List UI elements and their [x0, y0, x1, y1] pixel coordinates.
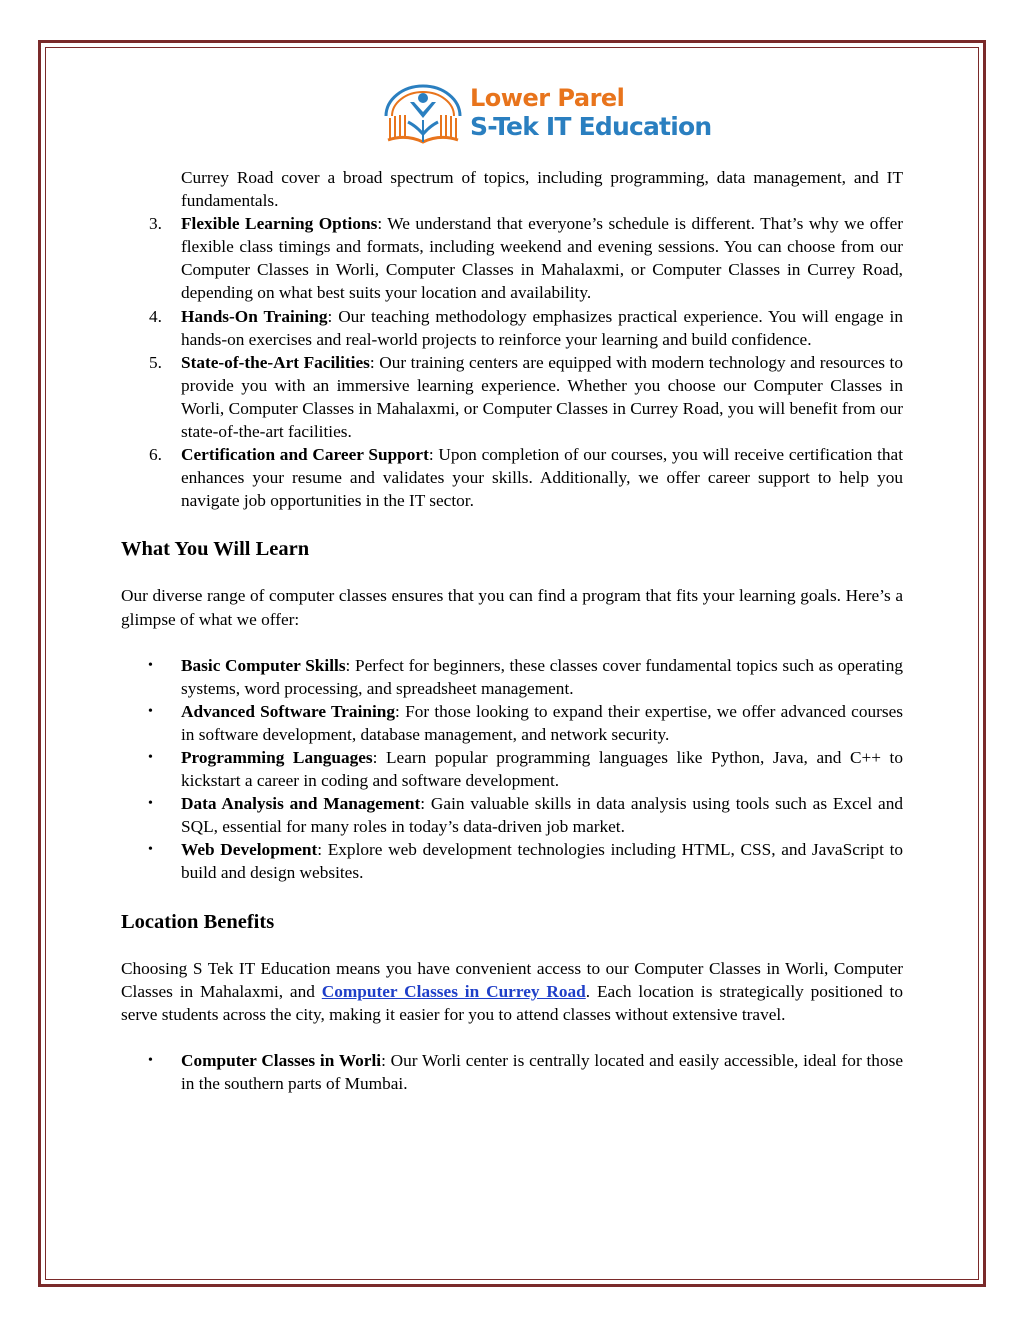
list-number: 3.	[149, 214, 162, 234]
bullet-icon: •	[148, 749, 153, 765]
bullet-title: Programming Languages	[181, 747, 373, 767]
bullet-title: Data Analysis and Management	[181, 794, 421, 814]
section-heading-learn: What You Will Learn	[121, 538, 310, 561]
list-item-text: : We understand that everyone’s schedule is different. That’s why we offer flexible class timings and formats, including weekend and evening sessions. You can choose from our Computer Classes in Worli, Computer Classes in Mahalaxmi, or Computer Classes in Currey Road, depending on what best suits your location and availability.	[181, 214, 903, 303]
location-intro-before: Choosing S Tek IT Education means you have convenient access to our Computer Classes in Worli, Computer Classes in Mahalaxmi, and	[121, 958, 903, 1001]
list-item-title: Certification and Career Support	[181, 445, 429, 465]
section-heading-location: Location Benefits	[121, 910, 275, 933]
list-number: 6.	[149, 445, 162, 465]
bullet-text: : Our Worli center is centrally located and easily accessible, ideal for those in the southern parts of Mumbai.	[181, 1050, 903, 1093]
location-intro-after: . Each location is strategically positioned to serve students across the city, making it easier for you to attend classes without extensive travel.	[121, 981, 903, 1024]
bullet-text: : Learn popular programming languages like Python, Java, and C++ to kickstart a career in coding and software development.	[181, 747, 903, 791]
list-item	[121, 351, 903, 443]
bullet-text: : Perfect for beginners, these classes cover fundamental topics such as operating systems, word processing, and spreadsheet management.	[181, 655, 903, 698]
bullet-title: Computer Classes in Worli	[181, 1050, 382, 1070]
logo-title-line1: Lower Parel	[470, 84, 625, 112]
list-item	[121, 305, 903, 351]
document-body	[121, 166, 903, 1095]
bullet-text: : Explore web development technologies including HTML, CSS, and JavaScript to build and design websites.	[181, 840, 904, 883]
book-person-logo-icon	[382, 82, 464, 146]
list-number: 5.	[149, 352, 162, 372]
location-intro	[121, 957, 903, 1026]
bullet-item	[121, 792, 903, 838]
bullet-item	[121, 838, 903, 884]
bullet-icon: •	[148, 657, 153, 673]
learn-intro: Our diverse range of computer classes ensures that you can find a program that fits your learning goals. Here’s a glimpse of what we offer:	[121, 586, 903, 629]
bullet-text: : Gain valuable skills in data analysis using tools such as Excel and SQL, essential for many roles in today’s data-driven job market.	[181, 794, 903, 837]
list-item	[121, 443, 903, 512]
bullet-item	[121, 654, 903, 700]
learn-bullet-list	[121, 654, 903, 885]
logo-title-line2: S-Tek IT Education	[470, 112, 712, 141]
list-item	[121, 212, 903, 304]
list-item-text: : Our training centers are equipped with modern technology and resources to provide you with an immersive learning experience. Whether you choose our Computer Classes in Worli, Computer Classes in Mahalaxmi, or Computer Classes in Currey Road, you will benefit from our state-of-the-art facilities.	[181, 352, 903, 442]
list-item-title: Flexible Learning Options	[181, 214, 378, 234]
bullet-icon: •	[148, 703, 153, 719]
bullet-title: Advanced Software Training	[181, 701, 396, 721]
list-item-title: Hands-On Training	[181, 306, 328, 326]
bullet-icon: •	[148, 842, 153, 858]
bullet-item	[121, 1049, 903, 1095]
list-number: 4.	[149, 306, 162, 326]
list-item-text: : Our teaching methodology emphasizes practical experience. You will engage in hands-on exercises and real-world projects to reinforce your learning and build confidence.	[181, 306, 903, 349]
logo	[382, 82, 712, 146]
bullet-text: : For those looking to expand their expertise, we offer advanced courses in software development, database management, and network security.	[181, 701, 903, 744]
intro-continuation: Currey Road cover a broad spectrum of topics, including programming, data management, and IT fundamentals.	[181, 168, 903, 211]
bullet-item	[121, 700, 903, 746]
list-item-title: State-of-the-Art Facilities	[181, 352, 370, 372]
numbered-list	[121, 212, 903, 512]
bullet-title: Basic Computer Skills	[181, 655, 346, 675]
bullet-icon: •	[148, 796, 153, 812]
bullet-title: Web Development	[181, 840, 318, 860]
bullet-item	[121, 746, 903, 792]
bullet-icon: •	[148, 1052, 153, 1068]
list-item-text: : Upon completion of our courses, you will receive certification that enhances your resume and validates your skills. Additionally, we offer career support to help you navigate job opportunities in the IT sector.	[181, 445, 903, 511]
currey-road-link[interactable]: Computer Classes in Currey Road	[321, 981, 586, 1001]
location-bullet-list	[121, 1049, 903, 1095]
